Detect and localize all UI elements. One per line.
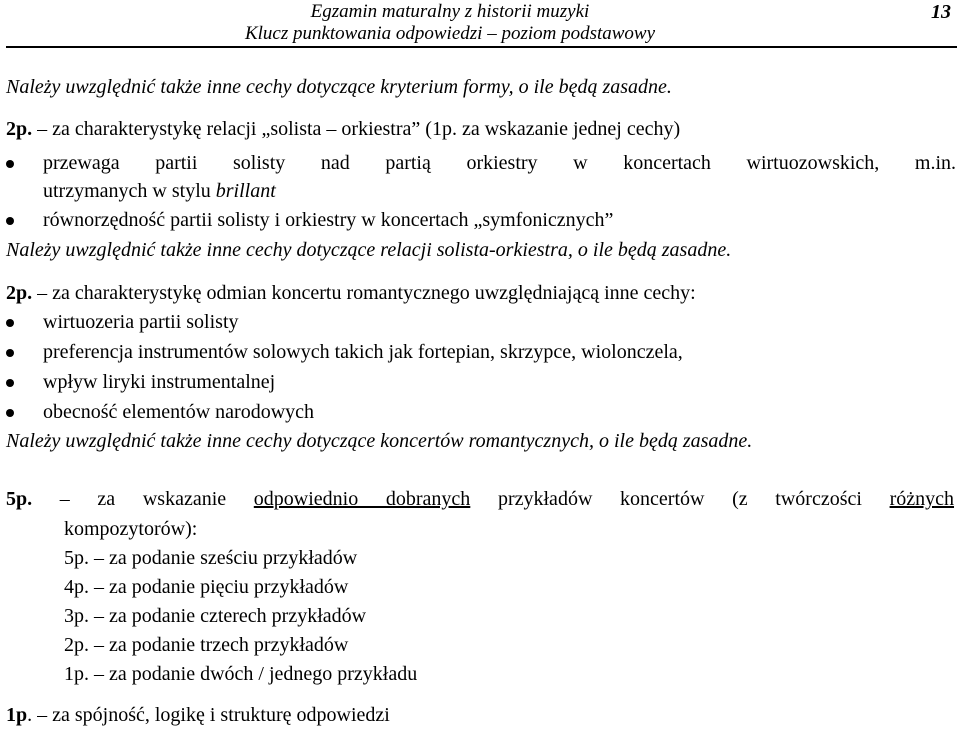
list-item-text: utrzymanych w stylu	[43, 180, 216, 202]
examples-criterion	[6, 485, 954, 514]
list-item	[6, 368, 275, 397]
soloist-orchestra-criterion	[6, 115, 680, 144]
list-item	[6, 308, 239, 337]
criterion-text: przykładów koncertów (z twórczości	[470, 488, 890, 510]
list-item-text: wpływ liryki instrumentalnej	[43, 371, 276, 393]
bullet-icon	[6, 349, 14, 357]
list-item	[6, 206, 613, 235]
bullet-icon	[6, 409, 14, 417]
list-item	[6, 398, 314, 427]
coherence-criterion	[6, 701, 390, 730]
points-label: 2p.	[6, 282, 33, 304]
list-item-text: wirtuozeria partii solisty	[43, 311, 239, 333]
list-item	[6, 149, 956, 178]
term-brillant: brillant	[215, 180, 276, 202]
romantic-concerto-note: Należy uwzględnić także inne cechy dotyczące koncertów romantycznych, o ile będą zasadne.	[6, 430, 753, 452]
list-item-text: przewaga partii solisty nad partią orkiestry w koncertach wirtuozowskich, m.in.	[43, 152, 956, 174]
list-item-continuation	[6, 177, 276, 206]
scale-item: 1p. – za podanie dwóch / jednego przykładu	[64, 663, 418, 685]
list-item	[6, 338, 683, 367]
list-item-text: równorzędność partii solisty i orkiestry w koncertach „symfonicznych”	[43, 209, 614, 231]
points-label: 5p.	[6, 488, 33, 510]
header-title: Egzamin maturalny z historii muzyki	[310, 1, 590, 22]
romantic-concerto-criterion	[6, 279, 696, 308]
header-rule	[6, 46, 957, 48]
bullet-icon	[6, 160, 14, 168]
page-number: 13	[931, 1, 951, 23]
page-header	[0, 0, 960, 50]
criterion-text: – za wskazanie	[32, 488, 254, 510]
points-label: 2p.	[6, 118, 33, 140]
form-criterion-note: Należy uwzględnić także inne cechy dotyczące kryterium formy, o ile będą zasadne.	[6, 76, 672, 98]
list-item-text: obecność elementów narodowych	[43, 401, 315, 423]
scale-item: 5p. – za podanie sześciu przykładów	[64, 547, 358, 569]
scale-item: 4p. – za podanie pięciu przykładów	[64, 576, 349, 598]
criterion-text: . – za spójność, logikę i strukturę odpowiedzi	[27, 704, 390, 726]
bullet-icon	[6, 379, 14, 387]
bullet-icon	[6, 319, 14, 327]
criterion-text: – za charakterystykę relacji „solista – orkiestra” (1p. za wskazanie jednej cechy)	[32, 118, 681, 140]
list-item-text: preferencja instrumentów solowych takich jak fortepian, skrzypce, wiolonczela,	[43, 341, 683, 363]
soloist-orchestra-note: Należy uwzględnić także inne cechy dotyczące relacji solista-orkiestra, o ile będą zasadne.	[6, 239, 732, 261]
bullet-icon	[6, 217, 14, 225]
points-label: 1p	[6, 704, 28, 726]
criterion-text: – za charakterystykę odmian koncertu romantycznego uwzględniającą inne cechy:	[32, 282, 696, 304]
emphasis-underlined: odpowiednio dobranych	[253, 488, 471, 510]
scale-item: 3p. – za podanie czterech przykładów	[64, 605, 367, 627]
scale-item: 2p. – za podanie trzech przykładów	[64, 634, 349, 656]
examples-criterion-continuation: kompozytorów):	[64, 518, 198, 540]
header-subtitle: Klucz punktowania odpowiedzi – poziom podstawowy	[244, 23, 656, 44]
emphasis-underlined: różnych	[889, 488, 955, 510]
